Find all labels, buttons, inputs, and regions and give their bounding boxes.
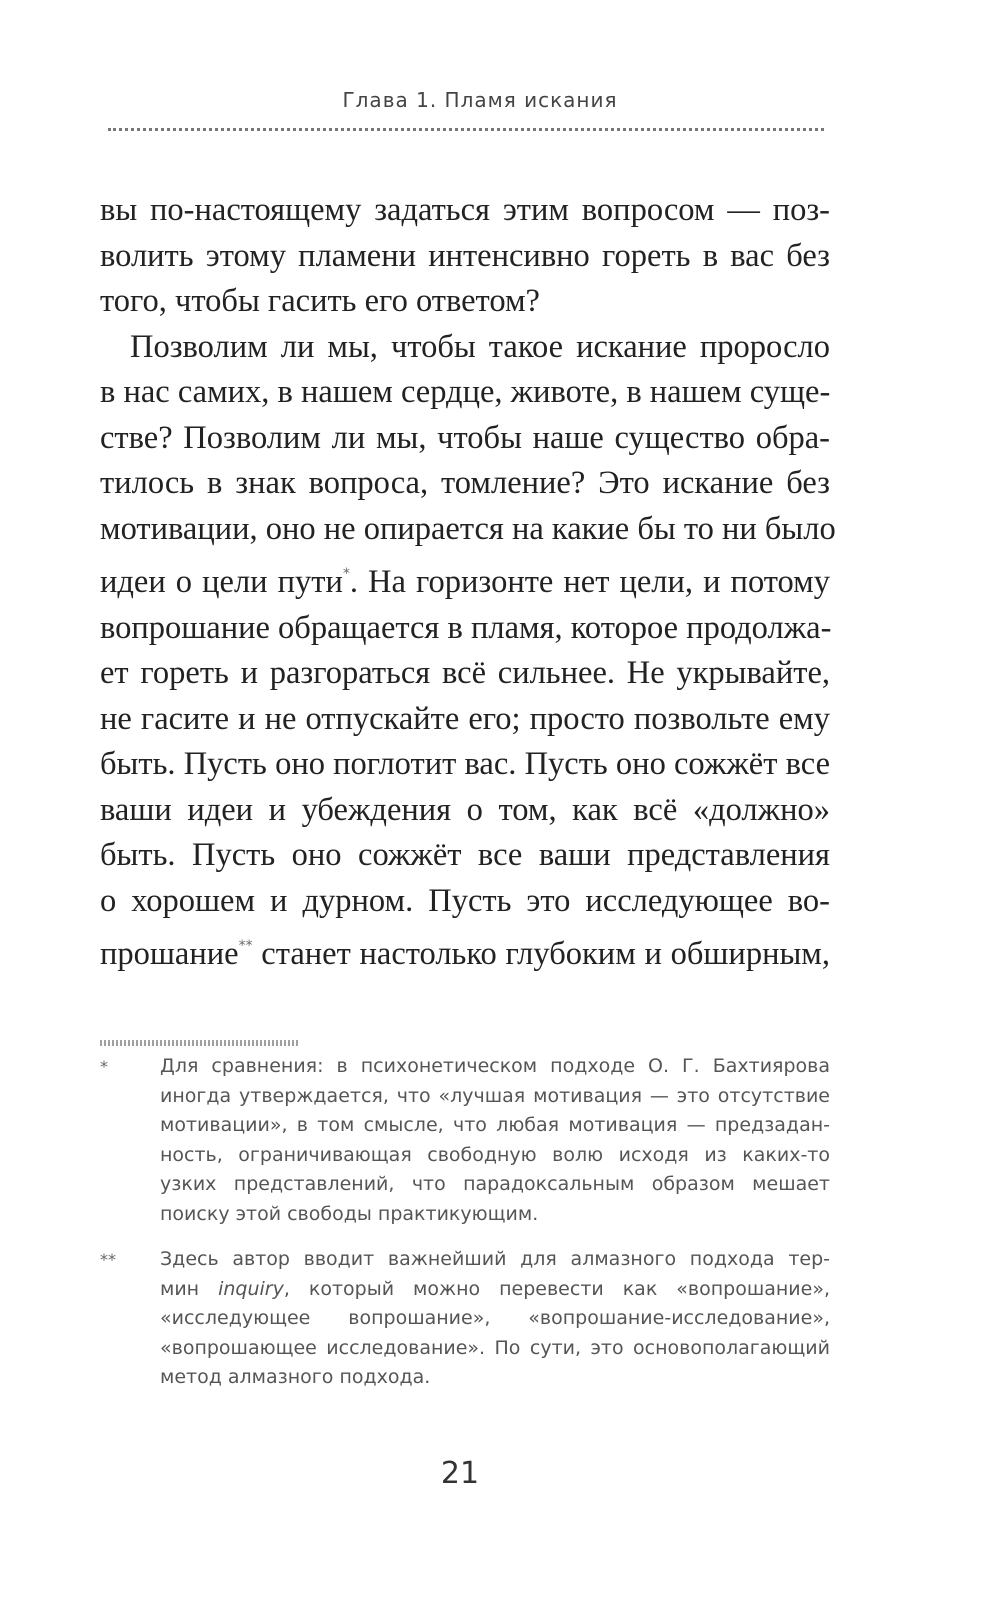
footnote-mark: * — [100, 1057, 108, 1076]
footnote-line — [160, 1275, 830, 1305]
text-line: о хорошем и дурном. Пусть это исследующее во- — [100, 882, 830, 919]
text-line: волить этому пламени интенсивно гореть в вас без — [100, 237, 830, 274]
footnote-line: «исследующее вопрошание», «вопрошание-исследование», — [160, 1307, 830, 1329]
text-line: в нас самих, в нашем сердце, животе, в нашем суще- — [100, 374, 831, 410]
text-segment: прошание — [100, 936, 239, 972]
text-line: тилось в знак вопроса, томление? Это искание без — [100, 465, 830, 501]
header-dotted-rule — [108, 128, 824, 131]
text-line — [100, 924, 830, 978]
text-line: стве? Позволим ли мы, чтобы наше существо обра- — [100, 419, 830, 456]
footnote-line: Для сравнения: в психонетическом подходе О. Г. Бахтиярова — [160, 1055, 830, 1077]
footnote-line: поиску этой свободы практикующим. — [160, 1202, 539, 1225]
footnote-separator — [100, 1040, 300, 1046]
text-line: того, чтобы гасить его ответом? — [100, 283, 540, 319]
text-line: ет гореть и разгораться всё сильнее. Не укрывайте, — [100, 655, 830, 691]
text-line: мотивации, оно не опирается на какие бы то ни было — [100, 510, 836, 547]
text-line: вопрошание обращается в пламя, которое продолжа- — [100, 609, 832, 646]
main-text — [100, 188, 836, 978]
text-line: ваши идеи и убеждения о том, как всё «должно» — [100, 791, 830, 828]
footnote-1 — [100, 1052, 830, 1229]
footnote-ref-2[interactable]: ** — [238, 938, 253, 954]
footnote-line: Здесь автор вводит важнейший для алмазного подхода тер- — [160, 1248, 830, 1270]
footnote-line: «вопрошающее исследование». По сути, это основополагающий — [160, 1336, 830, 1359]
text-line: быть. Пусть оно сожжёт все ваши представления — [100, 837, 830, 873]
text-segment: . На горизонте нет цели, и потому — [349, 564, 830, 600]
text-segment: станет настолько глубоким и обширным, — [252, 936, 830, 972]
footnote-line: мотивации», в том смысле, что любая мотивация — предзадан- — [160, 1114, 830, 1136]
footnote-mark: ** — [100, 1250, 116, 1269]
text-line: не гасите и не отпускайте его; просто позвольте ему — [100, 700, 830, 737]
text-line: Позволим ли мы, чтобы такое искание проросло — [130, 328, 830, 365]
text-segment: мин — [160, 1277, 219, 1300]
footnote-2 — [100, 1245, 830, 1393]
running-head: Глава 1. Пламя искания — [342, 88, 618, 112]
footnotes — [100, 1052, 830, 1409]
text-segment: , который можно перевести как «вопрошание», — [283, 1277, 830, 1300]
footnote-line: метод алмазного подхода. — [160, 1366, 431, 1388]
footnote-line: узких представлений, что парадоксальным образом мешает — [160, 1173, 830, 1195]
text-line: вы по-настоящему задаться этим вопросом — поз- — [100, 192, 830, 228]
italic-term: inquiry — [218, 1277, 284, 1300]
footnote-line: ность, ограничивающая свободную волю исходя из каких-то — [160, 1143, 830, 1166]
text-line: быть. Пусть оно поглотит вас. Пусть оно сожжёт все — [100, 746, 830, 782]
footnote-line: иногда утверждается, что «лучшая мотивация — это отсутствие — [160, 1084, 830, 1107]
footnote-ref-1[interactable]: * — [342, 566, 350, 582]
text-segment: идеи о цели пути — [100, 564, 343, 600]
text-line — [100, 552, 830, 606]
page-number: 21 — [440, 1456, 480, 1491]
